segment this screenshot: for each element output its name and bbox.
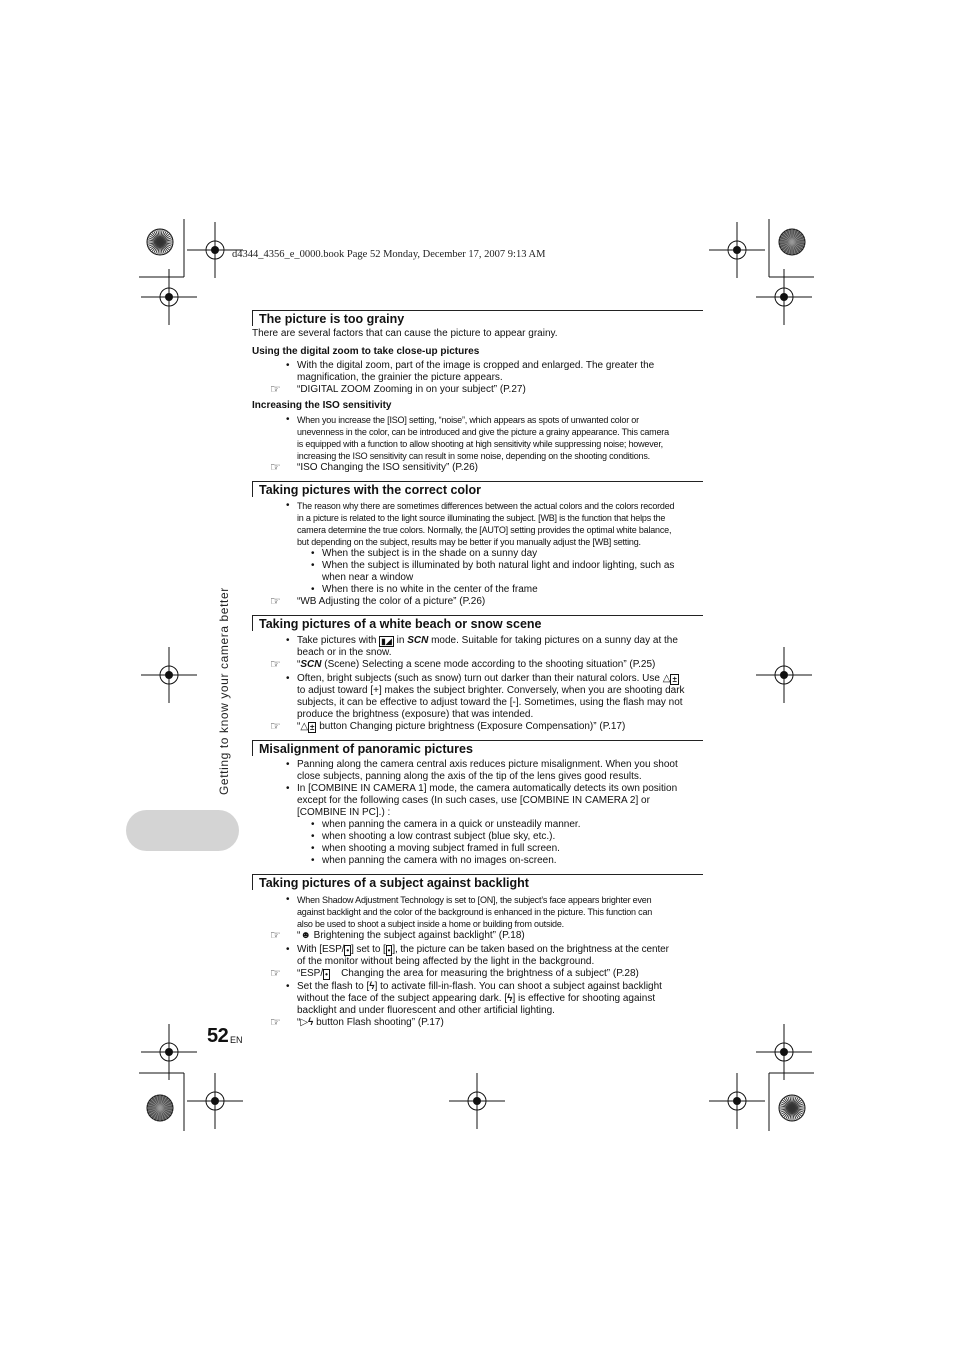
bullet: •: [286, 894, 290, 905]
starburst-target: [147, 1095, 173, 1121]
bullet: •: [286, 500, 290, 511]
spot-metering-icon: •: [346, 946, 350, 955]
paragraph: When you increase the [ISO] setting, “noise”, which appears as spots of unwanted color or: [297, 415, 639, 425]
crosshair-mark: [709, 1073, 765, 1129]
paragraph: is equipped with a function to allow shooting at high sensitivity while suppressing noise; however,: [297, 439, 663, 449]
section-heading: Taking pictures with the correct color: [252, 481, 703, 497]
flash-button-icon: ▷ϟ: [300, 1017, 314, 1028]
section-heading: Misalignment of panoramic pictures: [252, 740, 703, 756]
bullet: •: [286, 981, 290, 992]
beach-snow-scene-icon: ▮◢: [381, 637, 392, 646]
paragraph: subjects, it can be effective to adjust toward the [-]. Sometimes, using the flash may not: [297, 697, 683, 708]
paragraph: Take pictures with ▮◢ in SCN mode. Suitable for taking pictures on a sunny day at the: [297, 635, 678, 646]
bullet: •: [311, 831, 315, 842]
flash-icon: ϟ: [369, 981, 375, 992]
paragraph: beach or in the snow.: [297, 647, 392, 658]
hand-pointer-icon: ☞: [270, 657, 281, 671]
bullet: •: [311, 855, 315, 866]
paragraph: With [ESP/ • ] set to [ • ], the picture can be taken based on the brightness at the center: [297, 944, 669, 955]
bullet: •: [286, 783, 290, 794]
list-item: When the subject is illuminated by both natural light and indoor lighting, such as: [322, 560, 675, 571]
bullet: •: [286, 360, 290, 371]
bullet: •: [311, 584, 315, 595]
subheading: Using the digital zoom to take close-up pictures: [252, 346, 480, 357]
list-item: when panning the camera with no images on-screen.: [322, 855, 557, 866]
list-item: When there is no white in the center of the frame: [322, 584, 538, 595]
crosshair-mark: [141, 269, 197, 325]
starburst-target: [147, 229, 173, 255]
paragraph: unevenness in the color, can be introduced and give the picture a grainy appearance. This camera: [297, 427, 669, 437]
paragraph: There are several factors that can cause the picture to appear grainy.: [252, 328, 558, 339]
side-tab-label: Getting to know your camera better: [217, 587, 231, 795]
paragraph: When Shadow Adjustment Technology is set to [ON], the subject’s face appears brighter even: [297, 895, 652, 905]
hand-pointer-icon: ☞: [270, 460, 281, 474]
hand-pointer-icon: ☞: [270, 719, 281, 733]
bullet: •: [286, 635, 290, 646]
paragraph: Panning along the camera central axis reduces picture misalignment. When you shoot: [297, 759, 678, 770]
hand-pointer-icon: ☞: [270, 594, 281, 608]
spot-metering-icon: •: [387, 946, 391, 955]
bullet: •: [311, 843, 315, 854]
paragraph: of the monitor without being affected by the light in the background.: [297, 956, 595, 967]
paragraph: backlight and under fluorescent and other artificial lighting.: [297, 1005, 555, 1016]
crosshair-mark: [709, 222, 765, 278]
flash-icon: ϟ: [507, 993, 513, 1004]
subheading: Increasing the ISO sensitivity: [252, 400, 392, 411]
reference-text: “☻ Brightening the subject against backlight” (P.18): [297, 930, 525, 941]
list-item: When the subject is in the shade on a sunny day: [322, 548, 538, 559]
paragraph: Set the flash to [ϟ] to activate fill-in-flash. You can shoot a subject against backlight: [297, 981, 662, 992]
paragraph: to adjust toward [+] makes the subject brighter. Conversely, when you are shooting dark: [297, 685, 685, 696]
exposure-compensation-icon: △ ±: [662, 673, 677, 684]
reference-text: “SCN (Scene) Selecting a scene mode according to the shooting situation” (P.25): [297, 659, 656, 670]
list-item: when near a window: [322, 572, 414, 583]
crosshair-mark: [756, 647, 812, 703]
hand-pointer-icon: ☞: [270, 382, 281, 396]
paragraph: but depending on the subject, results may be better if you manually adjust the [WB] setting.: [297, 537, 641, 547]
section-heading: The picture is too grainy: [252, 310, 703, 326]
paragraph: in a picture is related to the light source illuminating the subject. [WB] is the function that helps the: [297, 513, 666, 523]
paragraph: produce the brightness (exposure) that was intended.: [297, 709, 534, 720]
hand-pointer-icon: ☞: [270, 966, 281, 980]
reference-text: “WB Adjusting the color of a picture” (P.26): [297, 596, 486, 607]
list-item: when panning the camera in a quick or unsteadily manner.: [322, 819, 581, 830]
file-info: d4344_4356_e_0000.book Page 52 Monday, December 17, 2007 9:13 AM: [232, 249, 546, 260]
paragraph: Often, bright subjects (such as snow) turn out darker than their natural colors. Use △ ±: [297, 673, 677, 684]
paragraph: against backlight and the color of the background is enhanced in the picture. This function can: [297, 907, 653, 917]
scn-icon: SCN: [300, 659, 322, 670]
paragraph: increasing the ISO sensitivity can result in some noise, depending on the shooting conditions.: [297, 451, 650, 461]
crosshair-mark: [187, 1073, 243, 1129]
bullet: •: [311, 819, 315, 830]
paragraph: [COMBINE IN PC].) :: [297, 807, 391, 818]
starburst-target: [779, 229, 805, 255]
crosshair-mark: [756, 1024, 812, 1080]
bullet: •: [311, 560, 315, 571]
paragraph: camera determine the true colors. Normally, the [AUTO] setting provides the optimal white balance,: [297, 525, 672, 535]
reference-text: “ESP/ • Changing the area for measuring the brightness of a subject” (P.28): [297, 968, 639, 979]
crosshair-mark: [141, 647, 197, 703]
paragraph: magnification, the grainier the picture appears.: [297, 372, 503, 383]
starburst-target: [779, 1095, 805, 1121]
bullet: •: [286, 414, 290, 425]
section-heading: Taking pictures of a subject against backlight: [252, 874, 703, 890]
paragraph: With the digital zoom, part of the image is cropped and enlarged. The greater the: [297, 360, 655, 371]
reference-text: “DIGITAL ZOOM Zooming in on your subject” (P.27): [297, 384, 526, 395]
side-tab-shape: [126, 810, 239, 851]
bullet: •: [311, 548, 315, 559]
exposure-compensation-icon: △ ±: [300, 721, 315, 732]
bullet: •: [286, 759, 290, 770]
hand-pointer-icon: ☞: [270, 1015, 281, 1029]
hand-pointer-icon: ☞: [270, 928, 281, 942]
bullet: •: [286, 673, 290, 684]
paragraph: close subjects, panning along the axis of the tip of the lens gives good results.: [297, 771, 642, 782]
paragraph: except for the following cases (In such cases, use [COMBINE IN CAMERA 2] or: [297, 795, 650, 806]
crosshair-mark: [756, 269, 812, 325]
paragraph: also be used to shoot a subject inside a home or building from outside.: [297, 919, 564, 929]
page-language: EN: [230, 1035, 243, 1045]
reference-text: “ISO Changing the ISO sensitivity” (P.26): [297, 462, 479, 473]
reference-text: “△ ± button Changing picture brightness (Exposure Compensation)” (P.17): [297, 721, 626, 732]
crosshair-mark: [449, 1073, 505, 1129]
bullet: •: [286, 944, 290, 955]
reference-text: “▷ϟ button Flash shooting” (P.17): [297, 1017, 444, 1028]
scn-icon: SCN: [407, 635, 429, 646]
list-item: when shooting a moving subject framed in full screen.: [322, 843, 560, 854]
paragraph: The reason why there are sometimes differences between the actual colors and the colors recorded: [297, 501, 675, 511]
page-number: 52: [207, 1025, 229, 1047]
shadow-adjustment-icon: ☻: [300, 930, 311, 941]
paragraph: In [COMBINE IN CAMERA 1] mode, the camera automatically detects its own position: [297, 783, 678, 794]
spot-metering-icon: •: [325, 970, 328, 979]
list-item: when shooting a low contrast subject (blue sky, etc.).: [322, 831, 556, 842]
crosshair-mark: [141, 1024, 197, 1080]
paragraph: without the face of the subject appearing dark. [ϟ] is effective for shooting against: [297, 993, 656, 1004]
section-heading: Taking pictures of a white beach or snow scene: [252, 615, 703, 631]
